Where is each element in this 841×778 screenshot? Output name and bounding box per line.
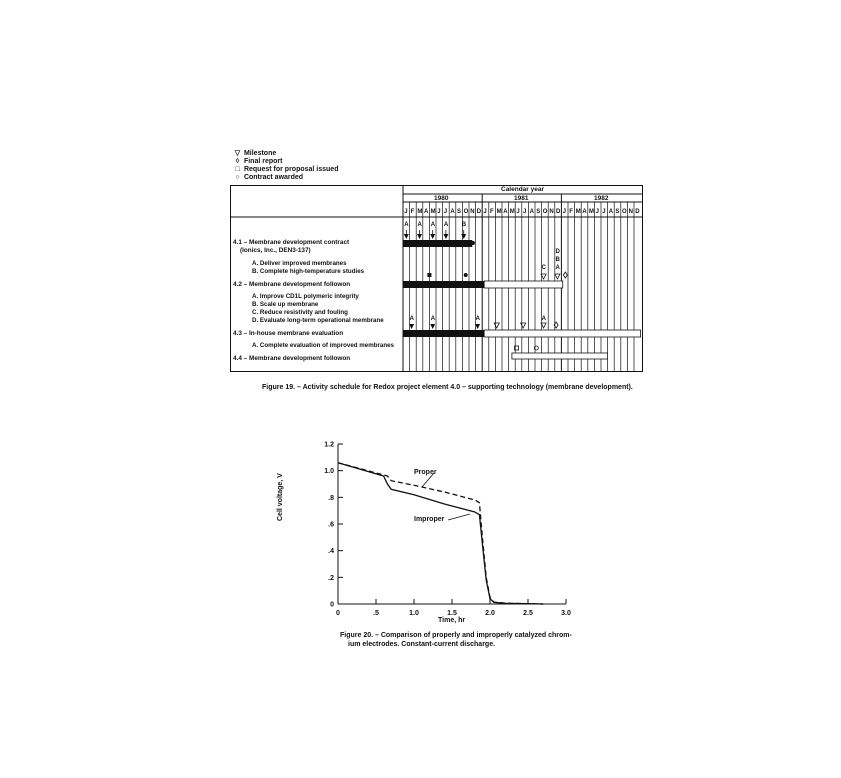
month-label: O bbox=[463, 209, 469, 215]
task-4-2-title: 4.2 – Membrane development followon bbox=[233, 281, 351, 288]
milestone-letter: A bbox=[475, 316, 480, 322]
month-label: A bbox=[529, 209, 534, 215]
bar-4-4-open bbox=[512, 353, 608, 359]
series-label-proper: Proper bbox=[414, 469, 437, 476]
x-tick-label: 2.0 bbox=[485, 610, 495, 617]
series-line-proper bbox=[338, 463, 543, 604]
month-label: A bbox=[503, 209, 508, 215]
month-label: F bbox=[410, 209, 415, 215]
task-4-2-sub-b: B. Scale up membrane bbox=[252, 301, 319, 308]
milestone-letter: A bbox=[417, 222, 422, 228]
month-label: J bbox=[602, 209, 606, 215]
month-label: F bbox=[490, 209, 494, 215]
month-label: A bbox=[424, 209, 429, 215]
milestone-letter: A bbox=[430, 222, 436, 228]
month-label: J bbox=[562, 209, 566, 215]
task-4-2-sub-d: D. Evaluate long-term operational membrane bbox=[252, 317, 384, 324]
milestone-icon bbox=[430, 324, 435, 329]
month-label: F bbox=[569, 209, 573, 215]
figure-19-caption: Figure 19. – Activity schedule for Redox project element 4.0 – supporting technology (membrane development). bbox=[262, 384, 633, 391]
milestone-letter: A bbox=[541, 316, 546, 322]
month-label: N bbox=[549, 209, 554, 215]
y-tick-label: .8 bbox=[328, 494, 334, 502]
milestone-icon bbox=[430, 234, 435, 239]
y-tick-label: .2 bbox=[328, 574, 334, 582]
y-tick-label: 0 bbox=[330, 601, 334, 609]
milestone-letter: B bbox=[555, 257, 560, 263]
year-1980: 1980 bbox=[434, 195, 449, 202]
circle-icon: ○ bbox=[235, 174, 240, 181]
task-4-2-sub-a: A. Improve CD1L polymeric integrity bbox=[252, 293, 359, 300]
month-label: A bbox=[608, 209, 614, 215]
milestone-letter: D bbox=[555, 249, 560, 255]
month-label: J bbox=[483, 209, 487, 215]
diamond-icon: ◊ bbox=[235, 158, 240, 165]
month-label: M bbox=[417, 209, 423, 215]
legend-contract bbox=[233, 173, 303, 182]
x-tick-label: 3.0 bbox=[561, 610, 571, 617]
square-icon: □ bbox=[235, 166, 240, 173]
x-tick-label: 0 bbox=[336, 610, 340, 617]
milestone-letter: A bbox=[409, 316, 414, 322]
task-4-2-sub-c: C. Reduce resistivity and fouling bbox=[252, 309, 348, 316]
month-label: M bbox=[496, 209, 502, 215]
milestone-letter: A bbox=[443, 222, 449, 228]
milestone-icon bbox=[555, 274, 560, 279]
year-1981: 1981 bbox=[514, 195, 529, 202]
improper-leader-line bbox=[448, 514, 470, 520]
contract-awarded-icon bbox=[464, 273, 468, 277]
bar-4-2-open bbox=[484, 281, 563, 288]
x-tick-label: 1.5 bbox=[447, 610, 457, 617]
bar-4-1 bbox=[403, 240, 472, 247]
milestone-icon bbox=[494, 323, 499, 328]
contract-awarded-icon bbox=[471, 241, 475, 245]
y-tick-label: .6 bbox=[328, 521, 334, 529]
month-label: J bbox=[595, 209, 599, 215]
milestone-letter: A bbox=[404, 222, 409, 228]
month-label: M bbox=[575, 209, 581, 215]
x-tick-label: .5 bbox=[373, 610, 379, 617]
month-label: S bbox=[615, 209, 620, 215]
milestone-icon bbox=[404, 234, 409, 239]
bar-4-3-open bbox=[484, 330, 640, 337]
task-4-1-sub-b: B. Complete high-temperature studies bbox=[252, 268, 365, 275]
y-tick-label: 1.0 bbox=[324, 468, 334, 476]
month-label: J bbox=[443, 209, 448, 215]
legend-label: Final report bbox=[243, 158, 283, 165]
month-label: J bbox=[437, 209, 441, 215]
final-report-icon bbox=[563, 272, 567, 278]
milestone-icon: ▽ bbox=[234, 150, 241, 157]
legend-label: Request for proposal issued bbox=[243, 166, 339, 173]
month-label: M bbox=[430, 209, 436, 215]
legend-label: Milestone bbox=[243, 150, 277, 157]
milestone-icon bbox=[417, 234, 422, 239]
task-4-3-sub-a: A. Complete evaluation of improved membranes bbox=[252, 342, 395, 349]
month-label: A bbox=[450, 209, 455, 215]
milestone-icon bbox=[443, 234, 448, 239]
month-label: J bbox=[516, 209, 520, 215]
y-axis-label: Cell voltage, V bbox=[277, 473, 284, 521]
calendar-year-header: Calendar year bbox=[501, 186, 544, 193]
month-label: D bbox=[556, 209, 561, 215]
month-label: J bbox=[404, 209, 408, 215]
series-label-improper: Improper bbox=[414, 516, 445, 523]
task-4-1-sub-a: A. Deliver improved membranes bbox=[252, 260, 347, 267]
bar-4-3-filled bbox=[403, 330, 484, 337]
y-tick-label: .4 bbox=[328, 548, 334, 556]
month-label: J bbox=[523, 209, 527, 215]
x-tick-label: 2.5 bbox=[523, 610, 533, 617]
legend-label: Contract awarded bbox=[243, 174, 304, 181]
task-4-4-title: 4.4 – Membrane development followon bbox=[233, 355, 351, 362]
month-label: N bbox=[628, 209, 633, 215]
month-label: S bbox=[536, 209, 541, 215]
month-label: S bbox=[457, 209, 462, 215]
milestone-icon bbox=[521, 323, 526, 328]
month-label: A bbox=[582, 209, 587, 215]
bar-4-2-filled bbox=[403, 281, 484, 288]
rfp-icon bbox=[427, 273, 431, 277]
month-label: D bbox=[635, 209, 640, 215]
task-4-1-subtitle: (Ionics, Inc., DEN3-137) bbox=[240, 247, 311, 254]
month-label: M bbox=[589, 209, 594, 215]
milestone-letter: A bbox=[555, 265, 560, 271]
task-4-3-title: 4.3 – In-house membrane evaluation bbox=[233, 330, 344, 337]
task-4-1-title: 4.1 – Membrane development contract bbox=[233, 239, 350, 246]
milestone-letter: A bbox=[430, 316, 436, 322]
voltage-chart bbox=[300, 435, 600, 635]
series-line-improper bbox=[338, 463, 543, 604]
x-axis-label: Time, hr bbox=[438, 617, 466, 624]
x-tick-label: 1.0 bbox=[409, 610, 419, 617]
year-1982: 1982 bbox=[594, 195, 609, 202]
month-label: D bbox=[476, 209, 482, 215]
month-label: O bbox=[622, 209, 627, 215]
figure-20-caption-line2: ium electrodes. Constant-current discharge. bbox=[348, 641, 496, 648]
milestone-icon bbox=[461, 234, 466, 239]
figure-20-caption-line1: Figure 20. – Comparison of properly and improperly catalyzed chrom- bbox=[340, 632, 572, 639]
milestone-letter: C bbox=[541, 265, 546, 271]
month-label: N bbox=[470, 209, 475, 215]
milestone-letter: B bbox=[461, 222, 467, 228]
month-label: M bbox=[509, 209, 515, 215]
y-tick-label: 1.2 bbox=[324, 441, 334, 449]
month-label: O bbox=[542, 209, 548, 215]
